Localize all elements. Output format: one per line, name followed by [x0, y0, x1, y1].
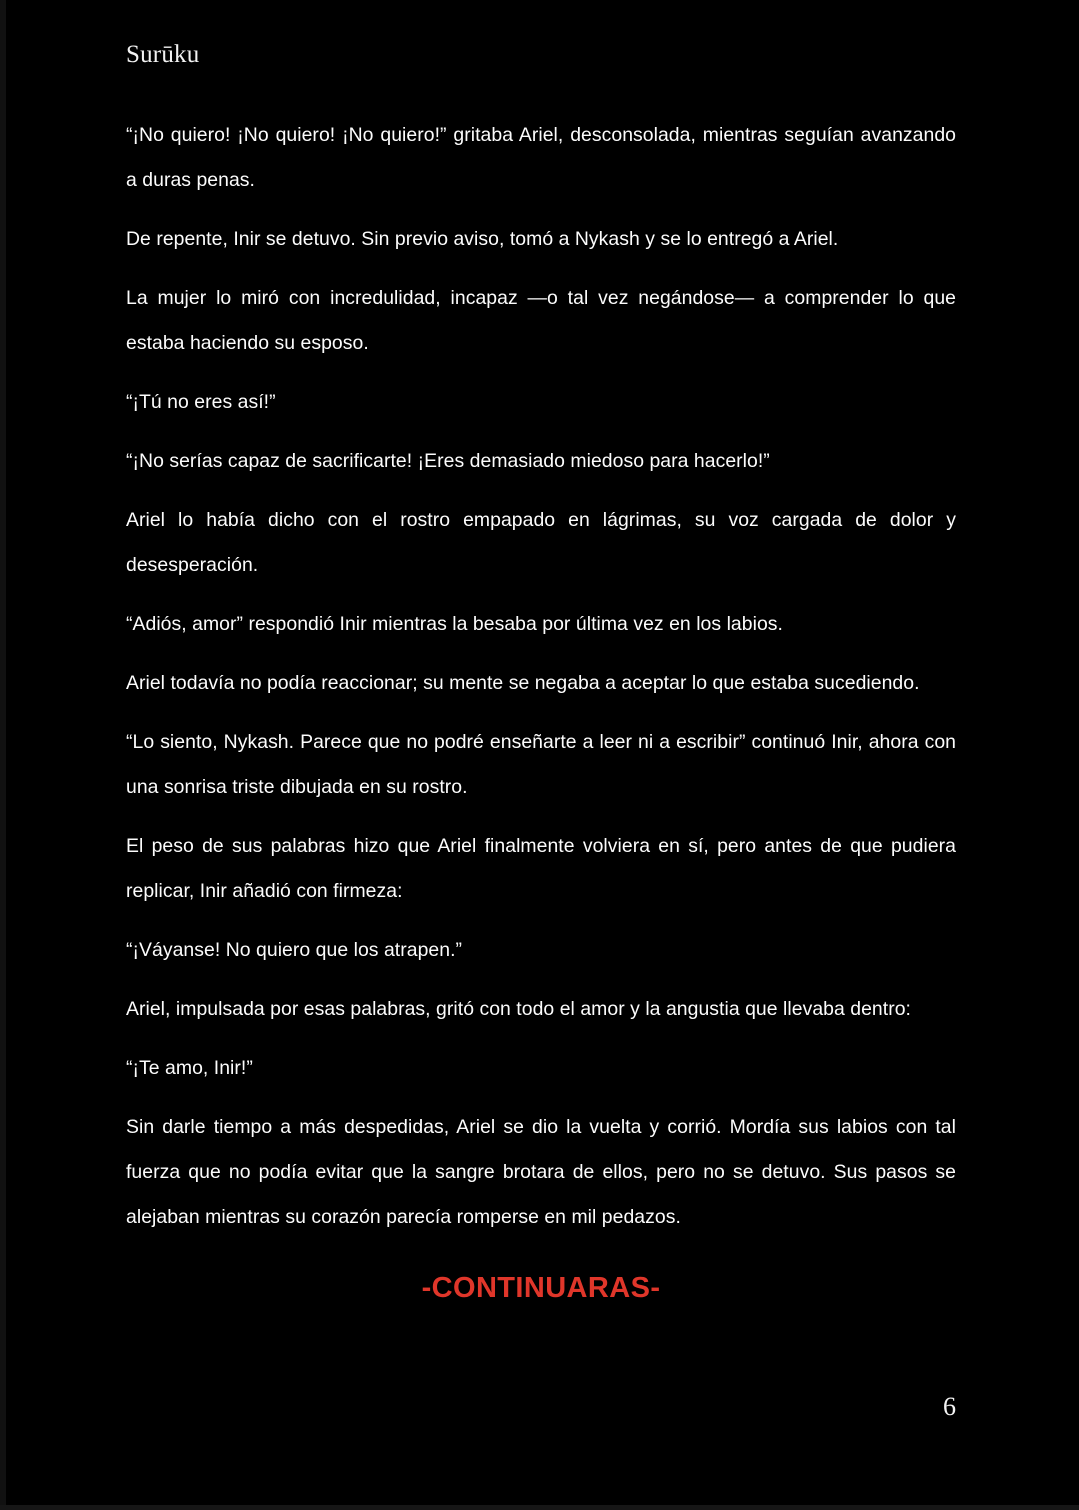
- paragraph: Ariel todavía no podía reaccionar; su mente se negaba a aceptar lo que estaba sucediendo.: [126, 671, 920, 694]
- paragraph: “¡Váyanse! No quiero que los atrapen.”: [126, 938, 463, 961]
- paragraph: La mujer lo miró con incredulidad, incapaz —o tal vez negándose— a comprender lo que estaba haciendo su esposo.: [126, 286, 956, 354]
- paragraph: “Adiós, amor” respondió Inir mientras la besaba por última vez en los labios.: [126, 612, 783, 635]
- page-content: [126, 0, 956, 1305]
- paragraph: “Lo siento, Nykash. Parece que no podré enseñarte a leer ni a escribir” continuó Inir, ahora con una sonrisa triste dibujada en su rostro.: [126, 730, 956, 798]
- paragraph: Ariel lo había dicho con el rostro empapado en lágrimas, su voz cargada de dolor y desesperación.: [126, 508, 956, 576]
- paragraph: El peso de sus palabras hizo que Ariel finalmente volviera en sí, pero antes de que pudiera replicar, Inir añadió con firmeza:: [126, 834, 956, 902]
- paragraph: “¡Tú no eres así!”: [126, 390, 276, 413]
- body-text: [126, 113, 956, 1240]
- page-number: 6: [943, 1392, 956, 1421]
- paragraph: “¡Te amo, Inir!”: [126, 1056, 253, 1079]
- paragraph: Ariel, impulsada por esas palabras, gritó con todo el amor y la angustia que llevaba dentro:: [126, 997, 911, 1020]
- paragraph: De repente, Inir se detuvo. Sin previo aviso, tomó a Nykash y se lo entregó a Ariel.: [126, 227, 839, 250]
- paragraph: “¡No quiero! ¡No quiero! ¡No quiero!” gritaba Ariel, desconsolada, mientras seguían avanzando a duras penas.: [126, 123, 956, 191]
- paragraph: Sin darle tiempo a más despedidas, Ariel se dio la vuelta y corrió. Mordía sus labios con tal fuerza que no podía evitar que la sangre brotara de ellos, pero no se detuvo. Sus pasos se alejaban mientras su corazón parecía romperse en mil pedazos.: [126, 1115, 956, 1228]
- paragraph: “¡No serías capaz de sacrificarte! ¡Eres demasiado miedoso para hacerlo!”: [126, 449, 770, 472]
- folio-area: [126, 1382, 956, 1422]
- running-head: Surūku: [126, 41, 200, 68]
- page-edge-bottom: [0, 1505, 1079, 1510]
- end-note: -CONTINUARAS-: [421, 1271, 661, 1304]
- page-edge-left: [0, 0, 6, 1510]
